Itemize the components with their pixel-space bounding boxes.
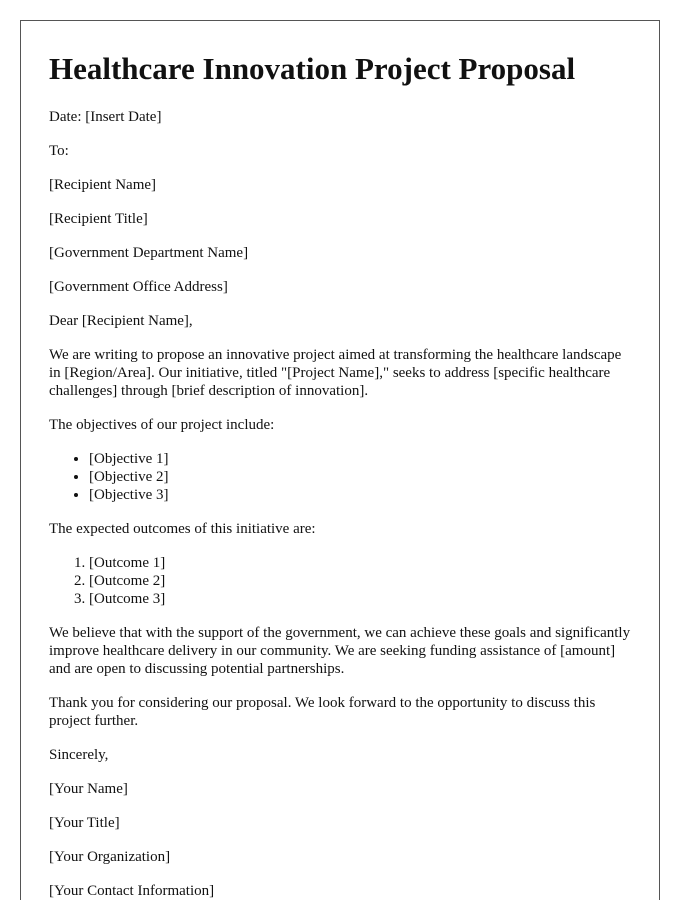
- list-item: • [Objective 2]: [89, 468, 631, 486]
- recipient-title: [Recipient Title]: [49, 211, 148, 227]
- date-line: Date: [Insert Date]: [49, 109, 162, 125]
- objectives-intro: The objectives of our project include:: [49, 417, 275, 433]
- list-item: 3. [Outcome 3]: [89, 590, 631, 608]
- list-item: 1. [Outcome 1]: [89, 554, 631, 572]
- page-title: Healthcare Innovation Project Proposal: [49, 51, 576, 86]
- list-item: • [Objective 1]: [89, 450, 631, 468]
- salutation: Dear [Recipient Name],: [49, 313, 193, 329]
- outcomes-intro: The expected outcomes of this initiative are:: [49, 521, 316, 537]
- closing: Sincerely,: [49, 747, 109, 763]
- sender-name: [Your Name]: [49, 781, 128, 797]
- letter-page: [20, 20, 660, 900]
- recipient-address: [Government Office Address]: [49, 279, 228, 295]
- objectives-list: [49, 450, 631, 504]
- recipient-name: [Recipient Name]: [49, 177, 157, 193]
- thanks-paragraph: Thank you for considering our proposal. We look forward to the opportunity to discuss this project further.: [49, 695, 596, 729]
- sender-contact: [Your Contact Information]: [49, 883, 215, 899]
- recipient-department: [Government Department Name]: [49, 245, 249, 261]
- support-paragraph: We believe that with the support of the government, we can achieve these goals and significantly improve healthcare delivery in our community. We are seeking funding assistance of [amount] and are open to discussing potential partnerships.: [49, 625, 631, 677]
- list-item: 2. [Outcome 2]: [89, 572, 631, 590]
- list-item: • [Objective 3]: [89, 486, 631, 504]
- to-label: To:: [49, 143, 69, 159]
- intro-paragraph: We are writing to propose an innovative project aimed at transforming the healthcare landscape in [Region/Area]. Our initiative, titled "[Project Name]," seeks to address [specific healthcare challenges] through [brief description of innovation].: [49, 347, 622, 399]
- sender-organization: [Your Organization]: [49, 849, 171, 865]
- sender-title: [Your Title]: [49, 815, 120, 831]
- outcomes-list: [49, 554, 631, 608]
